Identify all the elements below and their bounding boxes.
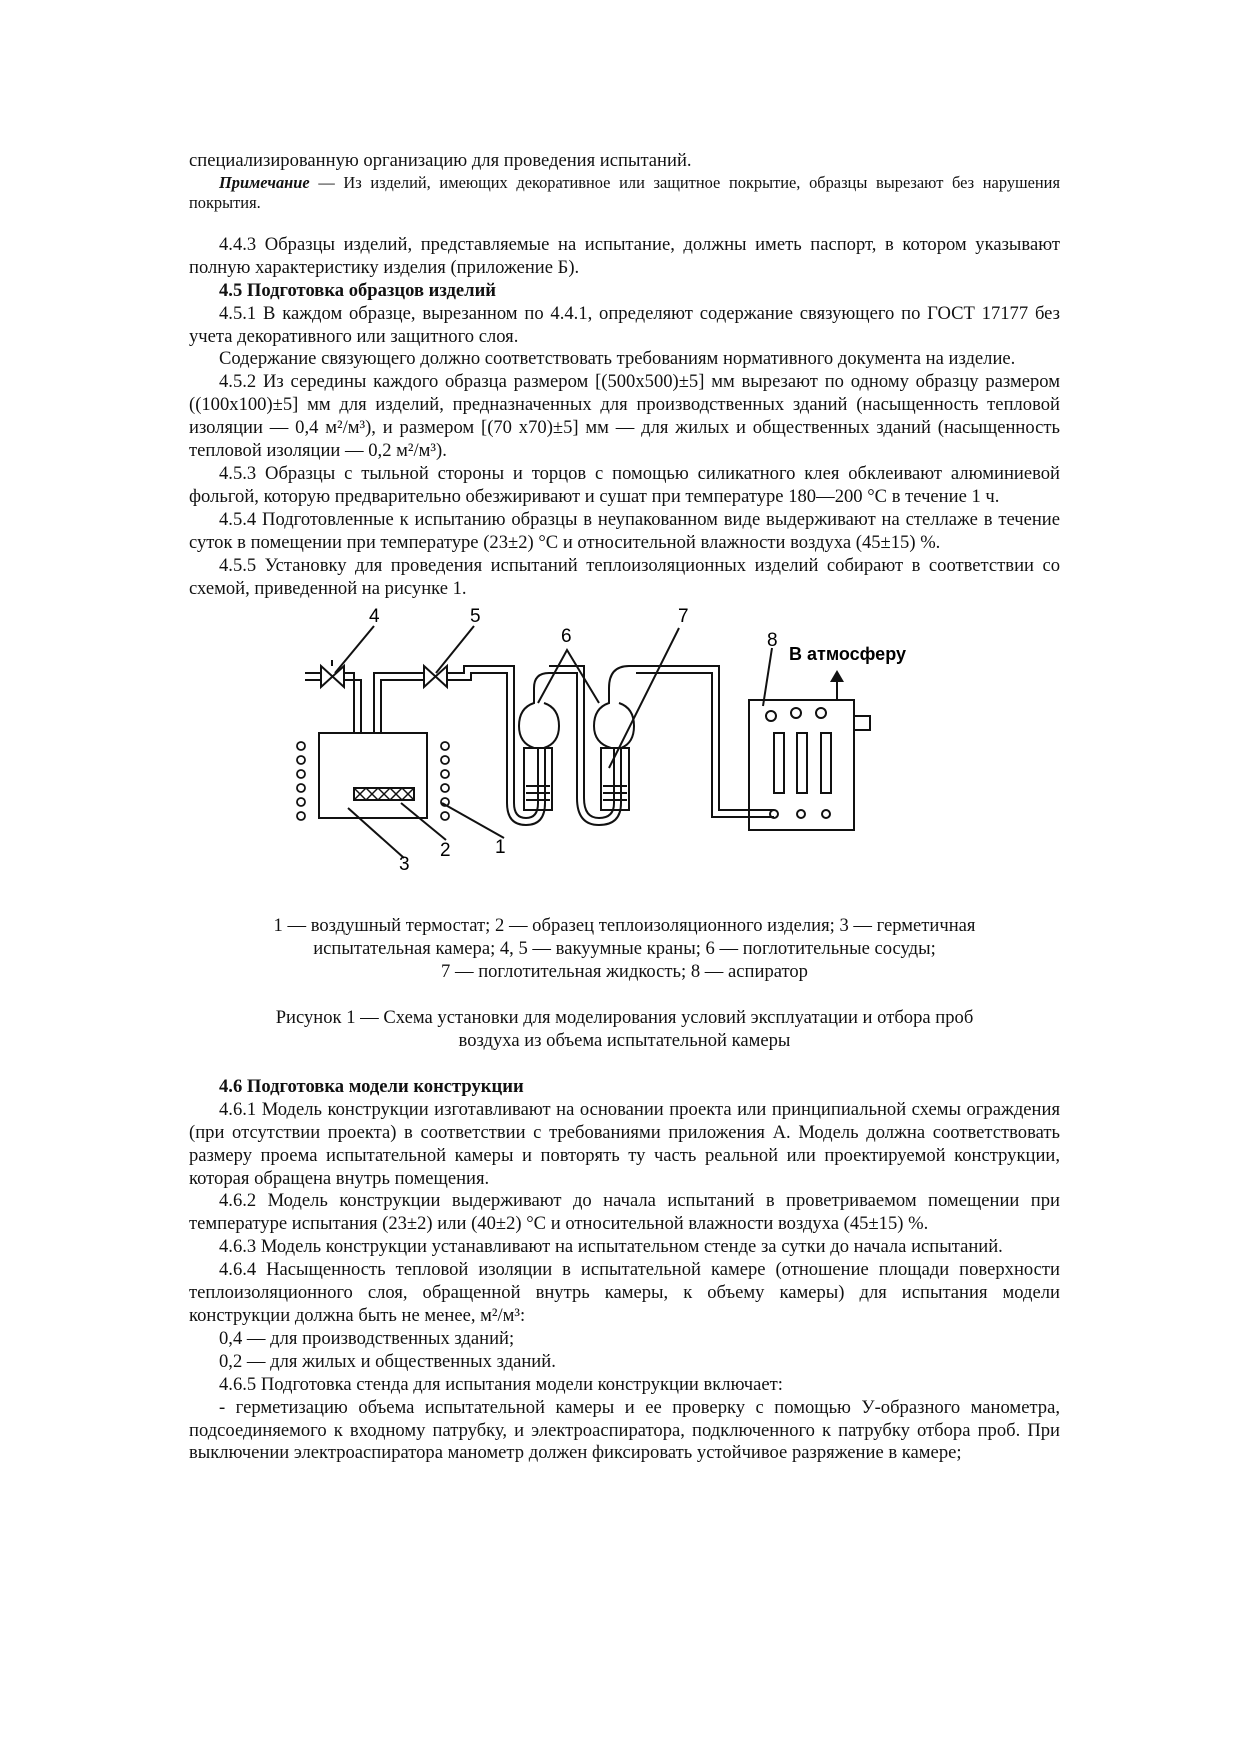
paragraph-4-5-1-b: Содержание связующего должно соответствовать требованиям нормативного документа на изделие.	[219, 348, 1016, 370]
figure-caption	[189, 1007, 1060, 1053]
figure-1-diagram	[189, 608, 1060, 913]
document-page	[189, 150, 1060, 1465]
paragraph-4-5-2: 4.5.2 Из середины каждого образца размером [(500x500)±5] мм вырезают по одному образцу размером ((100x100)±5] мм для изделий, предназначенных для производственных зданий (насыщенность тепловой изоляции — 0,4 м²/м³), и размером [(70 x70)±5] мм — для жилых и общественных зданий (насыщенность тепловой изоляции — 0,2 м²/м³).	[189, 371, 1060, 462]
paragraph-4-6-2: 4.6.2 Модель конструкции выдерживают до начала испытаний в проветриваемом помещении при температуре испытания (23±2) или (40±2) °С и относительной влажности воздуха (45±15) %.	[189, 1190, 1060, 1235]
note	[189, 173, 1060, 214]
valve-4	[321, 666, 344, 687]
test-chamber-3	[319, 733, 427, 818]
figure-legend	[189, 915, 1060, 984]
absorber-vessel-1	[519, 673, 564, 748]
paragraph-4-6-4-b: 0,2 — для жилых и общественных зданий.	[219, 1350, 556, 1372]
label-8: 8	[767, 630, 778, 652]
note-text: — Из изделий, имеющих декоративное или защитное покрытие, образцы вырезают без нарушения покрытия.	[189, 172, 1060, 213]
paragraph-4-6-5-a: - герметизацию объема испытательной камеры и ее проверку с помощью У-образного манометра, подсоединяемого к входному патрубку, и электроаспиратора, подключенного к патрубку отбора проб. При выключении электроаспиратора манометр должен фиксировать устойчивое разряжение в камере;	[189, 1396, 1060, 1464]
label-6: 6	[561, 626, 572, 648]
legend-line-1: 1 — воздушный термостат; 2 — образец теплоизоляционного изделия; 3 — герметичная	[273, 915, 976, 937]
absorber-vessel-2	[594, 666, 634, 748]
caption-line-2: воздуха из объема испытательной камеры	[458, 1030, 791, 1052]
paragraph-4-5-1: 4.5.1 В каждом образце, вырезанном по 4.4.1, определяют содержание связующего по ГОСТ 17177 без учета декоративного или защитного слоя.	[189, 302, 1060, 347]
pipe-to-aspirator	[629, 666, 774, 817]
label-2: 2	[440, 840, 451, 862]
inlet-pipe	[305, 673, 354, 733]
paragraph-4-6-4: 4.6.4 Насыщенность тепловой изоляции в испытательной камере (отношение площади поверхности теплоизоляционного слоя, обращенной внутрь камеры, к объему камеры) для испытания модели конструкции должна быть не менее, м²/м³:	[189, 1259, 1060, 1326]
label-7: 7	[678, 608, 689, 628]
paragraph-4-6-1: 4.6.1 Модель конструкции изготавливают на основании проекта или принципиальной схемы ограждения (при отсутствии проекта) в соответствии с требованиями приложения А. Модель должна соответствовать размеру проема испытательной камеры и повторять ту часть реальной или проектируемой конструкции, которая обращена внутрь помещения.	[189, 1098, 1060, 1189]
caption-line-1: Рисунок 1 — Схема установки для моделирования условий эксплуатации и отбора проб	[275, 1007, 974, 1029]
paragraph-4-5-4: 4.5.4 Подготовленные к испытанию образцы в неупакованном виде выдерживают на стеллаже в течение суток в помещении при температуре (23±2) °С и относительной влажности воздуха (45±15) %.	[189, 508, 1060, 553]
paragraph-intro: специализированную организацию для проведения испытаний.	[189, 150, 692, 171]
label-4: 4	[369, 608, 380, 628]
legend-line-3: 7 — поглотительная жидкость; 8 — аспиратор	[441, 961, 808, 983]
valve-5	[424, 666, 447, 687]
heading-4-6: 4.6 Подготовка модели конструкции	[219, 1075, 524, 1097]
atmosphere-label: В атмосферу	[789, 644, 906, 665]
pipe-between-absorbers	[549, 666, 614, 818]
label-3: 3	[399, 854, 410, 876]
chamber-to-valve-pipe	[374, 673, 424, 733]
label-5: 5	[470, 608, 481, 628]
paragraph-4-5-5: 4.5.5 Установку для проведения испытаний теплоизоляционных изделий собирают в соответствии со схемой, приведенной на рисунке 1.	[189, 554, 1060, 599]
heading-4-5: 4.5 Подготовка образцов изделий	[219, 279, 496, 301]
paragraph-4-6-5: 4.6.5 Подготовка стенда для испытания модели конструкции включает:	[219, 1373, 783, 1395]
label-1: 1	[495, 837, 506, 859]
paragraph-4-6-4-a: 0,4 — для производственных зданий;	[219, 1327, 515, 1349]
note-label: Примечание	[219, 172, 310, 192]
legend-line-2: испытательная камера; 4, 5 — вакуумные краны; 6 — поглотительные сосуды;	[313, 938, 936, 960]
paragraph-4-5-3: 4.5.3 Образцы с тыльной стороны и торцов с помощью силикатного клея обклеивают алюминиевой фольгой, которую предварительно обезжиривают и сушат при температуре 180—200 °С в течение 1 ч.	[189, 462, 1060, 507]
paragraph-4-4-3: 4.4.3 Образцы изделий, представляемые на испытание, должны иметь паспорт, в котором указывают полную характеристику изделия (приложение Б).	[189, 233, 1060, 278]
apparatus-schematic	[189, 608, 1060, 913]
paragraph-4-6-3: 4.6.3 Модель конструкции устанавливают на испытательном стенде за сутки до начала испытаний.	[219, 1236, 1003, 1258]
